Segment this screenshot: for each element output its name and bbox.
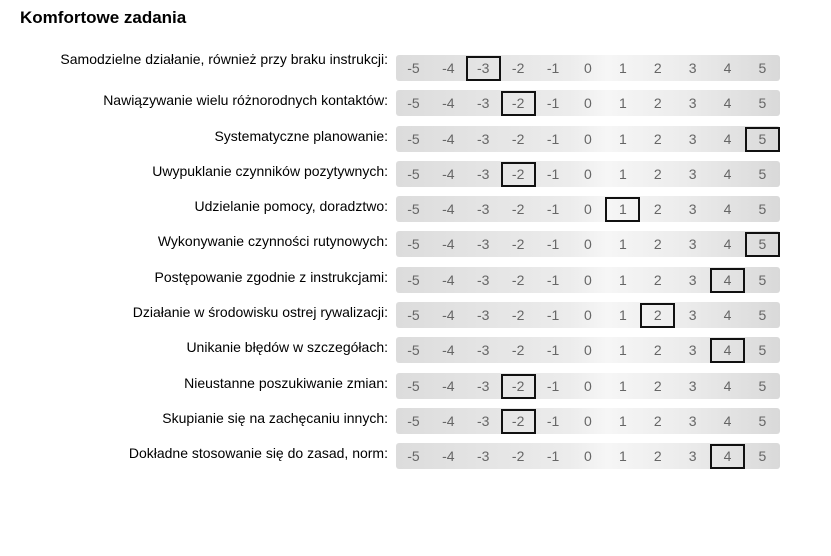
rating-row-label: Dokładne stosowanie się do zasad, norm:: [128, 445, 388, 462]
rating-option-selected[interactable]: -3: [466, 56, 501, 81]
rating-option[interactable]: 1: [618, 95, 627, 112]
rating-option[interactable]: 4: [723, 236, 732, 253]
rating-row-label: Systematyczne planowanie:: [214, 127, 388, 144]
rating-row: [0, 161, 831, 196]
rating-list: [0, 51, 831, 479]
rating-option-selected[interactable]: -2: [501, 409, 536, 434]
rating-row: [0, 267, 831, 302]
rating-option[interactable]: -4: [442, 130, 455, 147]
rating-option[interactable]: 3: [688, 236, 697, 253]
rating-option[interactable]: 0: [584, 377, 592, 394]
rating-option[interactable]: -2: [511, 201, 525, 218]
rating-row: [0, 302, 831, 337]
rating-option[interactable]: -5: [407, 165, 420, 182]
rating-row: [0, 443, 831, 478]
rating-option[interactable]: -3: [477, 236, 490, 253]
rating-option[interactable]: -5: [407, 307, 420, 324]
rating-option[interactable]: -4: [442, 377, 455, 394]
rating-scale: [396, 408, 780, 434]
rating-option[interactable]: -1: [546, 165, 560, 182]
rating-row-label: Samodzielne działanie, również przy braku instrukcji:: [60, 51, 388, 67]
rating-option[interactable]: -5: [407, 201, 420, 218]
rating-option[interactable]: 3: [688, 412, 697, 429]
rating-option[interactable]: 2: [653, 271, 662, 288]
rating-option[interactable]: 0: [584, 271, 592, 288]
rating-option[interactable]: 2: [653, 165, 662, 182]
rating-option[interactable]: 2: [653, 130, 662, 147]
rating-option[interactable]: -2: [511, 130, 525, 147]
rating-row-label: Postępowanie zgodnie z instrukcjami:: [154, 268, 388, 285]
rating-option[interactable]: 3: [688, 448, 697, 465]
rating-option[interactable]: -1: [546, 412, 560, 429]
rating-option[interactable]: -2: [511, 307, 525, 324]
rating-option[interactable]: -3: [477, 201, 490, 218]
rating-option[interactable]: 0: [584, 448, 592, 465]
rating-row: [0, 90, 831, 125]
rating-option[interactable]: 2: [653, 60, 662, 76]
rating-option-selected[interactable]: 2: [640, 303, 675, 328]
rating-option[interactable]: 0: [584, 412, 592, 429]
rating-option-selected[interactable]: -2: [501, 91, 536, 116]
rating-option[interactable]: 2: [653, 377, 662, 394]
rating-scale: [396, 231, 780, 257]
rating-option[interactable]: -5: [407, 130, 420, 147]
rating-option[interactable]: -4: [442, 342, 455, 359]
rating-scale: [396, 126, 780, 152]
rating-option[interactable]: -1: [546, 271, 560, 288]
rating-option[interactable]: 4: [723, 307, 732, 324]
rating-option[interactable]: 5: [758, 201, 767, 218]
rating-option[interactable]: 5: [758, 412, 767, 429]
rating-option[interactable]: 1: [618, 130, 627, 147]
rating-option[interactable]: -1: [546, 377, 560, 394]
rating-scale: [396, 373, 780, 399]
rating-option[interactable]: -1: [546, 201, 560, 218]
rating-option[interactable]: -4: [442, 60, 455, 76]
rating-option[interactable]: 4: [723, 412, 732, 429]
rating-option[interactable]: 4: [723, 201, 732, 218]
rating-row-label: Skupianie się na zachęcaniu innych:: [162, 409, 388, 426]
rating-option[interactable]: -3: [477, 271, 490, 288]
rating-option[interactable]: -3: [477, 342, 490, 359]
rating-option[interactable]: 5: [758, 165, 767, 182]
rating-option[interactable]: -5: [407, 271, 420, 288]
rating-row-label: Nieustanne poszukiwanie zmian:: [184, 374, 388, 391]
rating-option[interactable]: -4: [442, 448, 455, 465]
rating-option[interactable]: 0: [584, 201, 592, 218]
rating-option[interactable]: 0: [584, 60, 592, 76]
rating-option[interactable]: 3: [688, 95, 697, 112]
rating-option[interactable]: 1: [618, 448, 627, 465]
rating-row: [0, 51, 831, 90]
rating-option[interactable]: -3: [477, 412, 490, 429]
rating-option[interactable]: -3: [477, 130, 490, 147]
rating-row: [0, 373, 831, 408]
rating-option[interactable]: 1: [618, 165, 627, 182]
rating-option[interactable]: -2: [511, 342, 525, 359]
rating-option[interactable]: -3: [477, 307, 490, 324]
rating-row: [0, 231, 831, 266]
rating-option[interactable]: 0: [584, 307, 592, 324]
rating-option[interactable]: -5: [407, 377, 420, 394]
rating-option[interactable]: -5: [407, 95, 420, 112]
rating-option[interactable]: 3: [688, 342, 697, 359]
rating-row: [0, 337, 831, 372]
rating-option[interactable]: -3: [477, 165, 490, 182]
rating-option[interactable]: 4: [723, 165, 732, 182]
rating-option[interactable]: 0: [584, 130, 592, 147]
rating-row-label: Unikanie błędów w szczegółach:: [186, 339, 388, 356]
rating-scale: [396, 337, 780, 363]
rating-option[interactable]: 0: [584, 342, 592, 359]
rating-option[interactable]: -1: [546, 95, 560, 112]
rating-option[interactable]: 5: [758, 377, 767, 394]
rating-option[interactable]: 5: [758, 307, 767, 324]
rating-option[interactable]: -5: [407, 60, 420, 76]
rating-option[interactable]: -4: [442, 236, 455, 253]
rating-option-selected[interactable]: 5: [745, 232, 780, 257]
rating-option-selected[interactable]: 4: [710, 268, 745, 293]
rating-scale: [396, 267, 780, 293]
rating-option[interactable]: -5: [407, 236, 420, 253]
rating-option[interactable]: 0: [584, 236, 592, 253]
rating-row-label: Udzielanie pomocy, doradztwo:: [194, 198, 388, 215]
rating-option-selected[interactable]: -2: [501, 374, 536, 399]
rating-option[interactable]: -4: [442, 412, 455, 429]
rating-option[interactable]: 1: [618, 236, 627, 253]
rating-option[interactable]: 3: [688, 201, 697, 218]
rating-option[interactable]: -4: [442, 95, 455, 112]
rating-option[interactable]: -1: [546, 342, 560, 359]
rating-option[interactable]: -4: [442, 271, 455, 288]
rating-option[interactable]: -3: [477, 95, 490, 112]
rating-row-label: Wykonywanie czynności rutynowych:: [157, 233, 388, 250]
rating-option[interactable]: -1: [546, 307, 560, 324]
rating-option[interactable]: 5: [758, 95, 767, 112]
rating-scale: [396, 302, 780, 328]
rating-option[interactable]: 1: [618, 342, 627, 359]
rating-option[interactable]: -2: [511, 448, 525, 465]
rating-option[interactable]: -2: [511, 60, 525, 76]
rating-option[interactable]: -1: [546, 60, 560, 76]
rating-option[interactable]: -1: [546, 236, 560, 253]
rating-option-selected[interactable]: 5: [745, 127, 780, 152]
rating-option-selected[interactable]: 4: [710, 444, 745, 469]
rating-option[interactable]: 2: [653, 201, 662, 218]
rating-row-label: Uwypuklanie czynników pozytywnych:: [152, 162, 388, 179]
rating-option[interactable]: 5: [758, 342, 767, 359]
rating-row-label: Nawiązywanie wielu różnorodnych kontaktów:: [103, 92, 388, 109]
rating-option[interactable]: 5: [758, 271, 767, 288]
rating-option[interactable]: -5: [407, 448, 420, 465]
page-title: Komfortowe zadania: [20, 8, 187, 27]
rating-option-selected[interactable]: 4: [710, 338, 745, 363]
rating-option[interactable]: 3: [688, 377, 697, 394]
rating-option[interactable]: 3: [688, 60, 697, 76]
rating-option[interactable]: 2: [653, 412, 662, 429]
rating-option-selected[interactable]: 1: [605, 197, 640, 222]
rating-option[interactable]: -2: [511, 236, 525, 253]
rating-option[interactable]: 4: [723, 95, 732, 112]
rating-option[interactable]: 3: [688, 130, 697, 147]
rating-option[interactable]: 4: [723, 377, 732, 394]
rating-option[interactable]: 0: [584, 95, 592, 112]
rating-option[interactable]: 3: [688, 271, 697, 288]
rating-option[interactable]: 2: [653, 95, 662, 112]
rating-row: [0, 408, 831, 443]
rating-option[interactable]: 1: [618, 307, 627, 324]
rating-option[interactable]: 1: [618, 412, 627, 429]
rating-option[interactable]: 2: [653, 342, 662, 359]
rating-row-label: Działanie w środowisku ostrej rywalizacji:: [132, 304, 388, 321]
rating-option[interactable]: -5: [407, 412, 420, 429]
rating-option[interactable]: -5: [407, 342, 420, 359]
rating-option[interactable]: -1: [546, 448, 560, 465]
rating-option[interactable]: -1: [546, 130, 560, 147]
rating-row: [0, 126, 831, 161]
rating-scale: [396, 443, 780, 469]
rating-scale: [396, 55, 780, 81]
rating-option[interactable]: 1: [618, 377, 627, 394]
rating-option[interactable]: 2: [653, 236, 662, 253]
rating-option[interactable]: 4: [723, 130, 732, 147]
rating-option[interactable]: -3: [477, 448, 490, 465]
rating-option[interactable]: -4: [442, 201, 455, 218]
rating-option[interactable]: 5: [758, 60, 767, 76]
rating-option[interactable]: 4: [723, 60, 732, 76]
rating-option[interactable]: 1: [618, 60, 627, 76]
rating-scale: [396, 161, 780, 187]
rating-option[interactable]: -3: [477, 377, 490, 394]
rating-option[interactable]: 0: [584, 165, 592, 182]
rating-option[interactable]: 2: [653, 448, 662, 465]
rating-option-selected[interactable]: -2: [501, 162, 536, 187]
rating-option[interactable]: -4: [442, 165, 455, 182]
rating-option[interactable]: 3: [688, 307, 697, 324]
rating-scale: [396, 196, 780, 222]
rating-option[interactable]: -2: [511, 271, 525, 288]
rating-option[interactable]: 5: [758, 448, 767, 465]
rating-scale: [396, 90, 780, 116]
rating-row: [0, 196, 831, 231]
rating-option[interactable]: 1: [618, 271, 627, 288]
rating-option[interactable]: -4: [442, 307, 455, 324]
rating-option[interactable]: 3: [688, 165, 697, 182]
